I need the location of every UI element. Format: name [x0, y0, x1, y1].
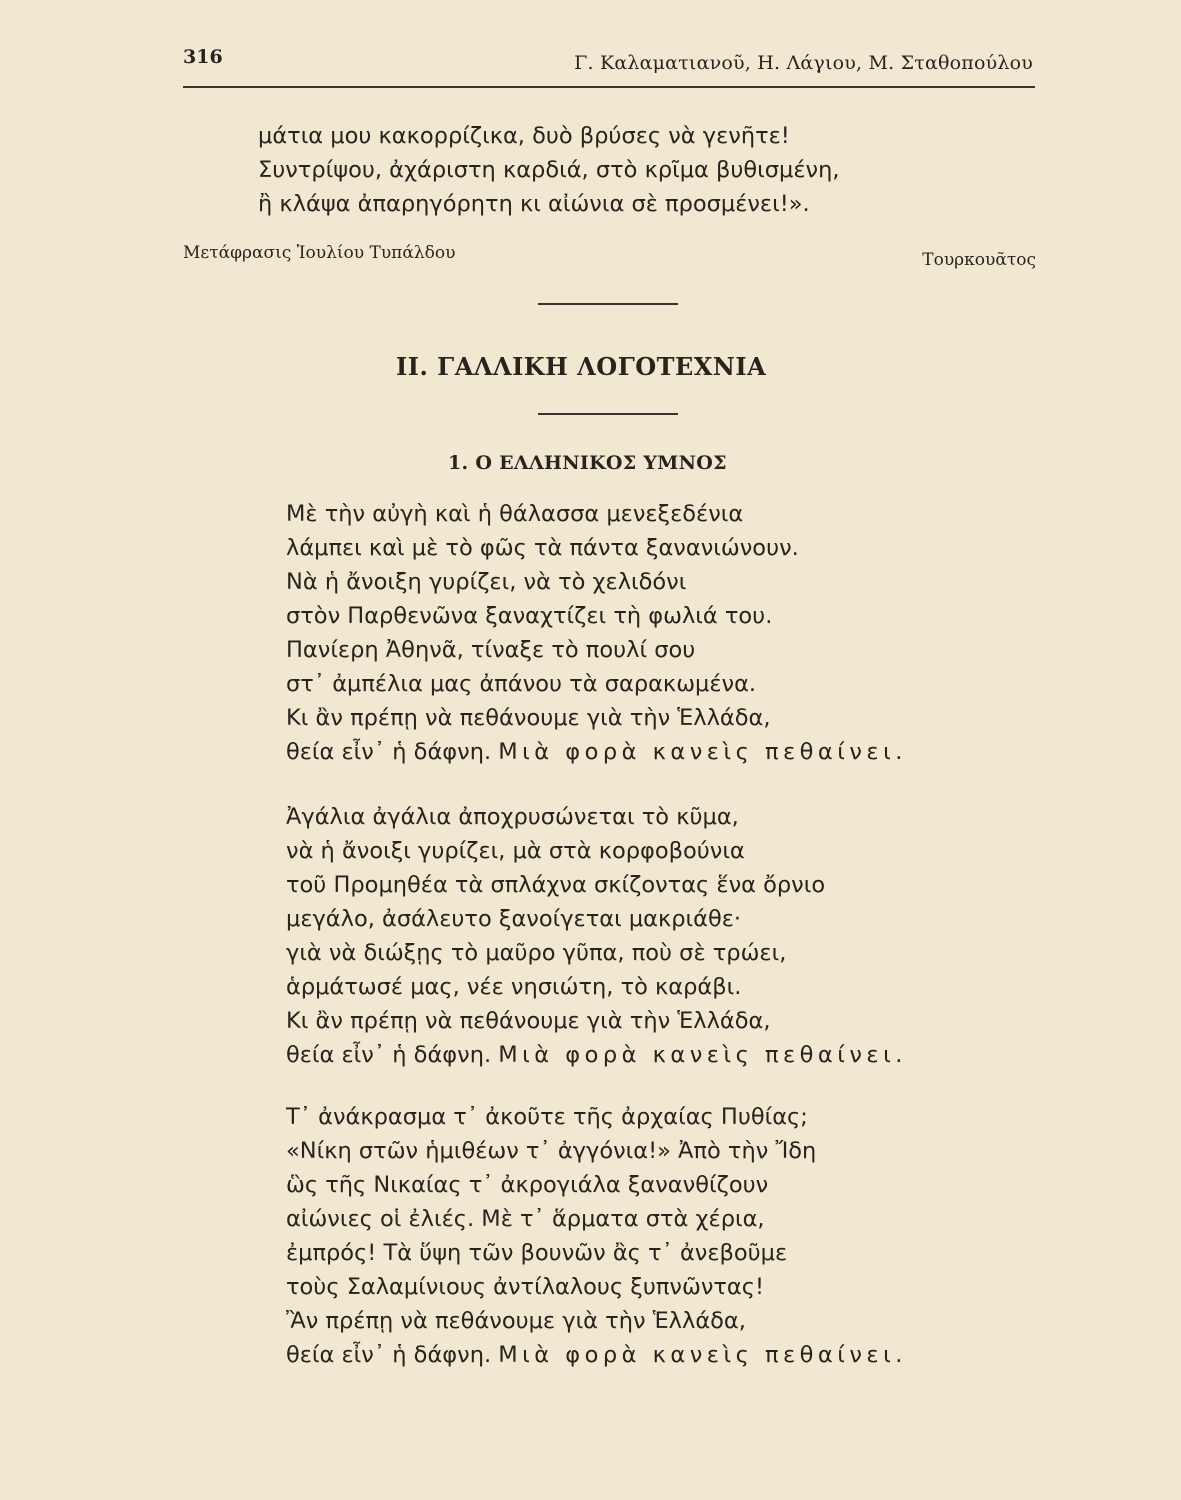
poem-line: Ἀγάλια ἀγάλια ἀποχρυσώνεται τὸ κῦμα,	[286, 804, 739, 830]
poem-line: Συντρίψου, ἀχάριστη καρδιά, στὸ κρῖμα βυθισμένη,	[258, 157, 840, 183]
refrain-spaced: Μιὰ φορὰ κανεὶς πεθαίνει.	[498, 1342, 907, 1368]
poem-line: μεγάλο, ἀσάλευτο ξανοίγεται μακριάθε·	[286, 906, 742, 932]
poem-line: στὸν Παρθενῶνα ξαναχτίζει τὴ φωλιά του.	[286, 603, 773, 629]
poem-title: 1. Ο ΕΛΛΗΝΙΚΟΣ ΥΜΝΟΣ	[448, 452, 727, 474]
stanza-3	[286, 1100, 1006, 1372]
poem-line: Ἂν πρέπῃ νὰ πεθάνουμε γιὰ τὴν Ἑλλάδα,	[286, 1308, 746, 1334]
section-divider-bottom	[538, 413, 678, 415]
previous-poem-ending	[258, 119, 1018, 221]
poem-line: Κι ἂν πρέπῃ νὰ πεθάνουμε γιὰ τὴν Ἑλλάδα,	[286, 1008, 771, 1034]
poem-line: «Νίκη στῶν ἡμιθέων τ᾽ ἀγγόνια!» Ἀπὸ τὴν Ἴδη	[286, 1138, 817, 1164]
running-head-authors: Γ. Καλαματιανοῦ, Η. Λάγιου, Μ. Σταθοπούλου	[574, 52, 1033, 74]
poem-line: τοῦ Προμηθέα τὰ σπλάχνα σκίζοντας ἕνα ὄρνιο	[286, 872, 826, 898]
poem-line: ἐμπρός! Τὰ ὕψη τῶν βουνῶν ἂς τ᾽ ἀνεβοῦμε	[286, 1240, 788, 1266]
poem-line: λάμπει καὶ μὲ τὸ φῶς τὰ πάντα ξανανιώνουν.	[286, 535, 799, 561]
header-rule	[183, 86, 1035, 88]
translator-credit: Μετάφρασις Ἰουλίου Τυπάλδου	[183, 243, 456, 263]
poem-line: Κι ἂν πρέπῃ νὰ πεθάνουμε γιὰ τὴν Ἑλλάδα,	[286, 705, 771, 731]
page-header	[183, 44, 1033, 78]
poem-author: Τουρκουᾶτος	[922, 250, 1036, 270]
poem-line: αἰώνιες οἱ ἐλιές. Μὲ τ᾽ ἅρματα στὰ χέρια,	[286, 1206, 765, 1232]
poem-line: ὣς τῆς Νικαίας τ᾽ ἀκρογιάλα ξανανθίζουν	[286, 1172, 769, 1198]
refrain-line	[286, 1338, 1006, 1372]
poem-line: νὰ ἡ ἄνοιξι γυρίζει, μὰ στὰ κορφοβούνια	[286, 838, 745, 864]
stanza-2	[286, 800, 1006, 1072]
refrain-spaced: Μιὰ φορὰ κανεὶς πεθαίνει.	[498, 1042, 907, 1068]
poem-line: Μὲ τὴν αὐγὴ καὶ ἡ θάλασσα μενεξεδένια	[286, 501, 744, 527]
stanza-1	[286, 497, 1006, 769]
poem-line: Πανίερη Ἀθηνᾶ, τίναξε τὸ πουλί σου	[286, 637, 696, 663]
poem-line: στ᾽ ἀμπέλια μας ἀπάνου τὰ σαρακωμένα.	[286, 671, 757, 697]
section-title: II. ΓΑΛΛΙΚΗ ΛΟΓΟΤΕΧΝΙΑ	[396, 352, 767, 381]
refrain-line	[286, 735, 1006, 769]
section-divider-top	[538, 303, 678, 305]
refrain-spaced: Μιὰ φορὰ κανεὶς πεθαίνει.	[498, 739, 907, 765]
poem-line: ἁρμάτωσέ μας, νέε νησιώτη, τὸ καράβι.	[286, 974, 742, 1000]
poem-line: τοὺς Σαλαμίνιους ἀντίλαλους ξυπνῶντας!	[286, 1274, 764, 1300]
poem-line: Τ᾽ ἀνάκρασμα τ᾽ ἀκοῦτε τῆς ἀρχαίας Πυθίας;	[286, 1104, 808, 1130]
poem-line: γιὰ νὰ διώξῃς τὸ μαῦρο γῦπα, ποὺ σὲ τρώει,	[286, 940, 787, 966]
refrain-start: θεία εἶν᾽ ἡ δάφνη.	[286, 1042, 499, 1068]
refrain-start: θεία εἶν᾽ ἡ δάφνη.	[286, 1342, 499, 1368]
refrain-line	[286, 1038, 1006, 1072]
page-number: 316	[183, 46, 223, 68]
poem-line: μάτια μου κακορρίζικα, δυὸ βρύσες νὰ γενῆτε!	[258, 123, 790, 149]
poem-line: ἢ κλάψα ἀπαρηγόρητη κι αἰώνια σὲ προσμένει!».	[258, 191, 810, 217]
refrain-start: θεία εἶν᾽ ἡ δάφνη.	[286, 739, 499, 765]
poem-line: Νὰ ἡ ἄνοιξη γυρίζει, νὰ τὸ χελιδόνι	[286, 569, 687, 595]
